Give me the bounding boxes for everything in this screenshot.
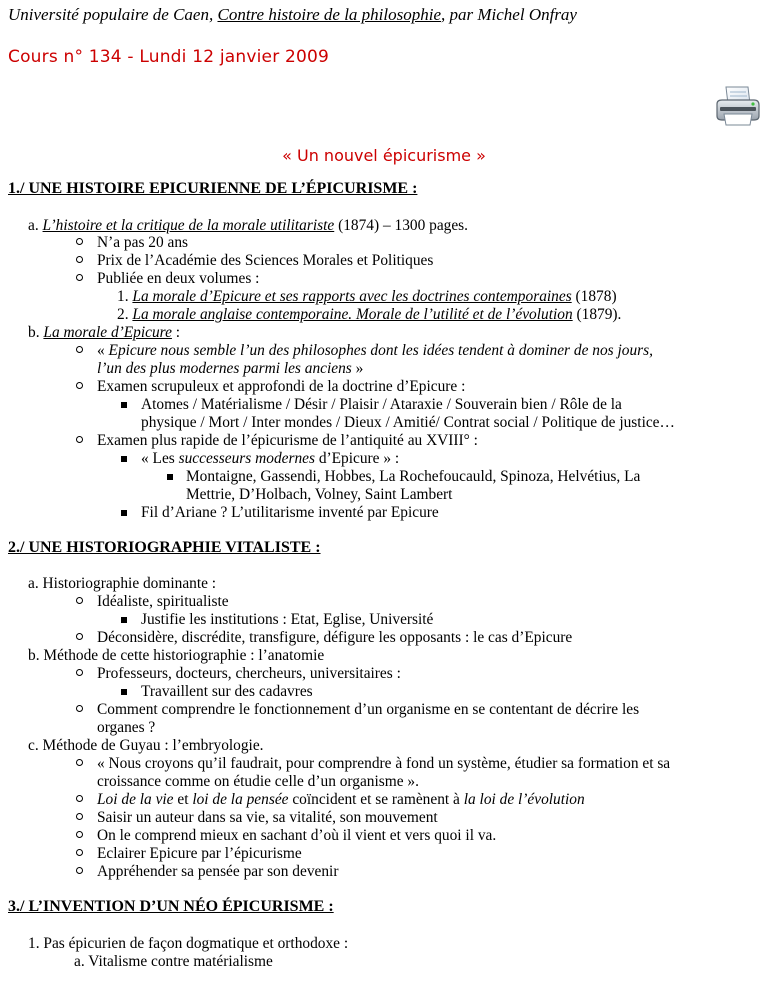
marker: a. bbox=[28, 575, 39, 592]
circle-bullet-icon bbox=[76, 238, 83, 245]
marker: c. bbox=[28, 737, 39, 754]
circle-bullet-icon bbox=[76, 436, 83, 443]
square-bullet-icon bbox=[121, 456, 127, 462]
circle-bullet-icon bbox=[76, 831, 83, 838]
circle-bullet-icon bbox=[76, 274, 83, 281]
quote-close: » bbox=[351, 360, 364, 377]
volume-1-link[interactable]: La morale d’Epicure et ses rapports avec les doctrines contemporaines bbox=[132, 288, 572, 305]
s1-b3a1-line1: Montaigne, Gassendi, Hobbes, La Rochefoucauld, Spinoza, Helvétius, La bbox=[186, 468, 641, 485]
lecture-title: « Un nouvel épicurisme » bbox=[282, 146, 486, 165]
s1-b1-line1 bbox=[97, 341, 653, 360]
s1-b3: Examen plus rapide de l’épicurisme de l’antiquité au XVIII° : bbox=[97, 432, 478, 449]
header-prefix: Université populaire de Caen, bbox=[8, 5, 218, 24]
quote-open: « bbox=[97, 342, 109, 359]
item-text: coïncident et se ramènent à bbox=[288, 791, 464, 808]
s2-b1a: Travaillent sur des cadavres bbox=[141, 683, 313, 700]
section-3-heading: 3./ L’INVENTION D’UN NÉO ÉPICURISME : bbox=[8, 898, 334, 915]
section-2-heading: 2./ UNE HISTORIOGRAPHIE VITALISTE : bbox=[8, 539, 321, 556]
circle-bullet-icon bbox=[76, 382, 83, 389]
s2-c4: On le comprend mieux en sachant d’où il vient et vers quoi il va. bbox=[97, 827, 497, 844]
s1-b2: Examen scrupuleux et approfondi de la doctrine d’Epicure : bbox=[97, 378, 466, 395]
s2-b2-line1: Comment comprendre le fonctionnement d’un organisme en se contentant de décrire les bbox=[97, 701, 640, 718]
header-suffix: , par Michel Onfray bbox=[441, 5, 577, 24]
circle-bullet-icon bbox=[76, 633, 83, 640]
item-italic: successeurs modernes bbox=[178, 450, 315, 467]
series-link[interactable]: Contre histoire de la philosophie bbox=[217, 5, 441, 24]
marker: 1. bbox=[28, 935, 40, 952]
item-text: (1879). bbox=[572, 306, 622, 323]
s1-volume-2 bbox=[117, 305, 621, 324]
s1-b1-line2 bbox=[97, 359, 363, 378]
printer-icon[interactable] bbox=[714, 84, 762, 128]
s2-c1-line2: croissance comme on étudie celle d’un organisme ». bbox=[97, 773, 419, 790]
s1-b3a1-line2: Mettrie, D’Holbach, Volney, Saint Lambert bbox=[186, 486, 453, 503]
quote-text: Epicure nous semble l’un des philosophes dont les idées tendent à dominer de nos jours, bbox=[108, 342, 653, 359]
item-text: Pas épicurien de façon dogmatique et orthodoxe : bbox=[43, 935, 349, 952]
square-bullet-icon bbox=[121, 617, 127, 623]
book-title-link[interactable]: L’histoire et la critique de la morale utilitariste bbox=[42, 217, 335, 234]
s2-item-b bbox=[28, 646, 324, 665]
s1-b2a-line2: physique / Mort / Inter mondes / Dieux / Amitié/ Contrat social / Politique de justice… bbox=[141, 414, 675, 431]
circle-bullet-icon bbox=[76, 669, 83, 676]
s3-item-1a bbox=[74, 952, 273, 971]
s1-b3b: Fil d’Ariane ? L’utilitarisme inventé par Epicure bbox=[141, 504, 439, 521]
s2-item-a bbox=[28, 574, 216, 593]
item-text: Vitalisme contre matérialisme bbox=[88, 953, 273, 970]
circle-bullet-icon bbox=[76, 256, 83, 263]
s3-item-1 bbox=[28, 934, 348, 953]
item-italic: Loi de la vie bbox=[97, 791, 174, 808]
s2-a1: Idéaliste, spiritualiste bbox=[97, 593, 229, 610]
s1-a1: N’a pas 20 ans bbox=[97, 234, 189, 251]
circle-bullet-icon bbox=[76, 849, 83, 856]
item-text: Méthode de cette historiographie : l’anatomie bbox=[43, 647, 325, 664]
circle-bullet-icon bbox=[76, 867, 83, 874]
marker: b. bbox=[28, 647, 40, 664]
s1-a2: Prix de l’Académie des Sciences Morales et Politiques bbox=[97, 252, 434, 269]
s2-c1-line1: « Nous croyons qu’il faudrait, pour comprendre à fond un système, étudier sa formation et sa bbox=[97, 755, 671, 772]
s2-c2 bbox=[97, 790, 585, 809]
item-text: (1874) – 1300 pages. bbox=[334, 217, 469, 234]
volume-2-link[interactable]: La morale anglaise contemporaine. Morale de l’utilité et de l’évolution bbox=[132, 306, 573, 323]
s1-volume-1 bbox=[117, 287, 617, 306]
s2-item-c bbox=[28, 736, 264, 755]
s2-c3: Saisir un auteur dans sa vie, sa vitalité, son mouvement bbox=[97, 809, 438, 826]
square-bullet-icon bbox=[121, 689, 127, 695]
s2-c6: Appréhender sa pensée par son devenir bbox=[97, 863, 339, 880]
item-text: et bbox=[173, 791, 193, 808]
square-bullet-icon bbox=[121, 510, 127, 516]
item-text: (1878) bbox=[571, 288, 617, 305]
s1-a3: Publiée en deux volumes : bbox=[97, 270, 260, 287]
item-text: : bbox=[171, 324, 181, 341]
s1-item-b bbox=[28, 323, 180, 342]
item-text: d’Epicure » : bbox=[314, 450, 400, 467]
item-italic: loi de la pensée bbox=[192, 791, 289, 808]
s1-item-a bbox=[28, 216, 468, 235]
course-number: Cours n° 134 - Lundi 12 janvier 2009 bbox=[8, 47, 330, 67]
book-b-link[interactable]: La morale d’Epicure bbox=[43, 324, 172, 341]
s2-b1: Professeurs, docteurs, chercheurs, universitaires : bbox=[97, 665, 401, 682]
s2-a2: Déconsidère, discrédite, transfigure, défigure les opposants : le cas d’Epicure bbox=[97, 629, 573, 646]
circle-bullet-icon bbox=[76, 597, 83, 604]
item-text: Historiographie dominante : bbox=[42, 575, 217, 592]
quote-text: l’un des plus modernes parmi les anciens bbox=[97, 360, 352, 377]
item-italic: la loi de l’évolution bbox=[463, 791, 585, 808]
s2-b2-line2: organes ? bbox=[97, 719, 156, 736]
course-header bbox=[8, 5, 577, 25]
circle-bullet-icon bbox=[76, 795, 83, 802]
marker: 1. bbox=[117, 288, 129, 305]
section-1-heading: 1./ UNE HISTOIRE EPICURIENNE DE L’ÉPICURISME : bbox=[8, 180, 418, 197]
square-bullet-icon bbox=[167, 474, 173, 480]
circle-bullet-icon bbox=[76, 759, 83, 766]
s1-b3a bbox=[141, 449, 399, 468]
marker: 2. bbox=[117, 306, 129, 323]
marker: a. bbox=[28, 217, 39, 234]
s1-b2a-line1: Atomes / Matérialisme / Désir / Plaisir / Ataraxie / Souverain bien / Rôle de la bbox=[141, 396, 622, 413]
circle-bullet-icon bbox=[76, 813, 83, 820]
marker: b. bbox=[28, 324, 40, 341]
s2-a1a: Justifie les institutions : Etat, Eglise, Université bbox=[141, 611, 434, 628]
circle-bullet-icon bbox=[76, 705, 83, 712]
s2-c5: Eclairer Epicure par l’épicurisme bbox=[97, 845, 302, 862]
item-text: Méthode de Guyau : l’embryologie. bbox=[42, 737, 264, 754]
item-text: « Les bbox=[141, 450, 179, 467]
marker: a. bbox=[74, 953, 85, 970]
square-bullet-icon bbox=[121, 402, 127, 408]
circle-bullet-icon bbox=[76, 346, 83, 353]
